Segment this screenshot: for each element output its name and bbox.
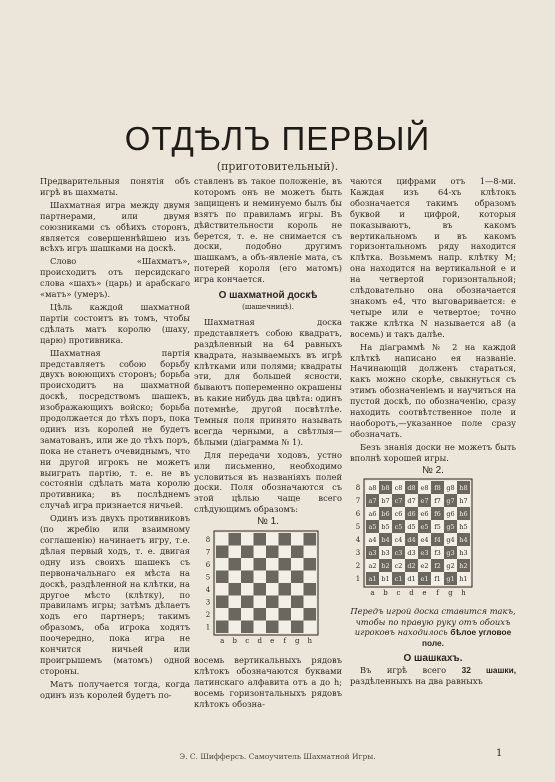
section-heading-pieces: О шашкахъ. [403,653,463,665]
paragraph: На діаграммѣ № 2 на каждой клѣткѣ написано ея названіе. Начинающій долженъ стараться, какъ можно скорѣе, свыкнуться съ этимъ обозначеніемъ и научиться на пустой доскѣ, по обозначенію, сразу находить соотвѣтственное поле и наоборотъ,—указанное поле сразу обозначать. [350,341,516,439]
page-title: ОТДѢЛЪ ПЕРВЫЙ [124,120,431,157]
board-square [266,596,279,609]
square-name: h1 [459,575,468,584]
square-name: g8 [446,484,455,493]
rank-label: 1 [355,575,361,584]
square-name: c7 [394,497,403,506]
square-name: a7 [368,497,377,506]
text: Въ игрѣ всего [360,665,447,676]
board-square [254,546,267,559]
file-label: a [220,637,225,646]
square-name: b6 [381,510,390,519]
board-square [291,596,304,609]
square-name: e4 [420,536,429,545]
square-name: f6 [434,510,441,519]
square-name: g3 [446,549,455,558]
diagram-1 [194,530,342,653]
board-square [291,583,304,596]
file-label: g [448,589,453,598]
board-square [266,583,279,596]
board-square [254,533,267,546]
file-label: d [409,589,414,598]
square-name: c1 [394,575,403,584]
square-name: a3 [368,549,377,558]
board-square [291,558,304,571]
rank-label: 6 [355,510,361,519]
square-name: f7 [434,497,441,506]
square-name: b7 [381,497,390,506]
rank-label: 8 [205,535,211,544]
paragraph: восемь вертикальныхъ рядовъ клѣтокъ обозначаются буквами латинскаго алфавита отъ a до h; восемь горизонтальныхъ рядовъ клѣтокъ обозна- [194,655,342,709]
board-square [254,583,267,596]
board-square [279,546,292,559]
board-square [266,558,279,571]
square-name: c4 [394,536,403,545]
square-name: c6 [394,510,403,519]
board-square [279,596,292,609]
board-square [254,621,267,634]
square-name: a6 [368,510,377,519]
board-square [229,546,242,559]
board-square [216,558,229,571]
board-square [279,621,292,634]
board-square [241,621,254,634]
board-square [216,533,229,546]
board-square [291,571,304,584]
diagram-2 [350,478,516,603]
rank-label: 4 [205,585,211,594]
file-label: c [245,637,250,646]
paragraph: Для передачи ходовъ, устно или письменно, необходимо условиться въ названіяхъ полей доски. Поля обозначаются съ этой цѣлью чаще всего слѣдующимъ образомъ: [194,449,342,515]
diagram-caption [350,606,516,648]
board-square [279,533,292,546]
square-name: b5 [381,523,390,532]
square-name: g1 [446,575,455,584]
page-footer: Э. С. Шифферсъ. Самоучитель Шахматной Игры. [179,752,376,761]
diagram-1-label: № 1. [257,516,279,528]
board-square [241,583,254,596]
file-label: c [396,589,401,598]
square-name: e6 [420,510,429,519]
board-square [279,583,292,596]
square-name: d2 [407,562,416,571]
square-name: c8 [394,484,403,493]
board-square [229,621,242,634]
file-label: g [295,637,300,646]
board-square [216,571,229,584]
section-heading-board: О шахматной доскѣ [218,290,318,302]
square-name: f5 [434,523,441,532]
column-2 [194,176,342,712]
board-square [241,546,254,559]
square-name: a1 [368,575,377,584]
square-name: e8 [420,484,429,493]
paragraph: Безъ знанія доски не можетъ быть вполнѣ хорошей игры. [350,441,516,463]
board-square [266,533,279,546]
text: раздѣленныхъ на два равныхъ [350,676,483,687]
caption-bold: бѣлое угловое поле. [422,627,512,648]
board-square [304,533,317,546]
paragraph [350,665,516,687]
board-square [254,596,267,609]
square-name: c5 [394,523,403,532]
square-name: c2 [394,562,403,571]
square-name: f1 [434,575,441,584]
paragraph: чаются цифрами отъ 1—8-ми. Каждая изъ 64-хъ клѣтокъ обозначается такимъ образомъ буквой и цифрой, которыя показываютъ, въ какомъ вертикальномъ и въ какомъ горизонтальномъ ряду находится клѣтка. Возьмемъ напр. клѣтку М; она находится на вертикальной e и на четвертой горизонтальной; слѣдовательно она обозначается знакомъ e4, что выговаривается: e четыре или e четвертое; точно также клѣтка N называется a8 (a восемь) и такъ далѣе. [350,176,516,339]
file-label: h [461,589,466,598]
square-name: d1 [407,575,416,584]
square-name: h6 [459,510,468,519]
board-square [216,546,229,559]
square-name: g5 [446,523,455,532]
square-name: d3 [407,549,416,558]
board-square [216,596,229,609]
board-square [291,546,304,559]
square-name: c3 [394,549,403,558]
board-square [254,571,267,584]
board-square [304,546,317,559]
paragraph: ставленъ въ такое положеніе, въ которомъ онъ не можетъ быть защищенъ и неминуемо былъ бы взятъ по правиламъ игры. Въ дѣйствительности король не берется, т. е. не снимается съ доски, подобно другимъ шашкамъ, а объ-явленіе мата, съ потерей короля (его матомъ) игра кончается. [194,176,342,285]
square-name: b4 [381,536,390,545]
board-square [304,621,317,634]
rank-label: 2 [205,610,211,619]
rank-label: 7 [205,548,211,557]
square-name: d8 [407,484,416,493]
square-name: g4 [446,536,455,545]
board-square [241,558,254,571]
paragraph: Слово «Шахматъ», происходитъ отъ персидскаго слова «шахъ» (царь) и арабскаго «матъ» (умеръ). [40,256,190,300]
board-square [229,571,242,584]
square-name: a2 [368,562,377,571]
caption-text: Передъ игрой доска ставится такъ, чтобы по правую руку отъ обоихъ игроковъ находилось [350,606,516,638]
square-name: d5 [407,523,416,532]
chessboard-1 [194,530,342,650]
board-square [304,558,317,571]
board-square [291,621,304,634]
board-square [254,558,267,571]
square-name: b3 [381,549,390,558]
square-name: f4 [434,536,441,545]
square-name: a4 [368,536,377,545]
chessboard-2 [350,478,516,600]
page-number: 1 [496,748,503,759]
section-subheading: (шашечницѣ). [242,302,294,311]
square-name: d4 [407,536,416,545]
square-name: d6 [407,510,416,519]
board-square [279,608,292,621]
square-name: g2 [446,562,455,571]
square-name: h7 [459,497,468,506]
rank-label: 1 [205,623,211,632]
paragraph: Матъ получается тогда, когда одинъ изъ королей будетъ по- [40,678,190,700]
square-name: b1 [381,575,390,584]
square-name: a8 [368,484,377,493]
board-square [229,533,242,546]
board-square [229,608,242,621]
board-square [304,608,317,621]
rank-label: 8 [355,484,361,493]
square-name: g7 [446,497,455,506]
square-name: h2 [459,562,468,571]
square-name: e5 [420,523,429,532]
board-square [279,571,292,584]
square-name: e1 [420,575,429,584]
rank-label: 2 [355,562,361,571]
board-square [266,608,279,621]
board-square [304,583,317,596]
rank-label: 7 [355,497,361,506]
page-subtitle: (приготовительный). [216,160,339,173]
square-name: b2 [381,562,390,571]
column-3 [350,176,516,689]
rank-label: 4 [355,536,361,545]
board-square [229,596,242,609]
square-name: f2 [434,562,441,571]
square-name: h4 [459,536,468,545]
rank-label: 6 [205,560,211,569]
paragraph: Шахматная партія представляетъ собою борьбу двухъ воюющихъ сторонъ; борьба происходитъ на шахматной доскѣ, посредствомъ шашекъ, изображающихъ войско; борьба продолжается до тѣхъ поръ, пока одинъ изъ королей не будетъ заматованъ, или же до тѣхъ поръ, пока не станетъ очевиднымъ, что ни другой игрокъ не можетъ выиграть партію, т. е. не въ состояніи сдѣлать мата королю противника; въ послѣднемъ случаѣ игра признается ничьей. [40,347,190,511]
file-label: b [232,637,237,646]
rank-label: 3 [205,598,211,607]
file-label: b [383,589,388,598]
file-label: e [270,637,275,646]
board-square [241,571,254,584]
square-name: g6 [446,510,455,519]
diagram-2-label: № 2. [422,464,444,476]
board-square [304,571,317,584]
square-name: h3 [459,549,468,558]
board-square [254,608,267,621]
square-name: d7 [407,497,416,506]
rank-label: 3 [355,549,361,558]
file-label: f [283,637,287,646]
column-1 [40,176,190,703]
board-square [304,596,317,609]
file-label: a [370,589,375,598]
board-square [216,621,229,634]
square-name: h8 [459,484,468,493]
paragraph: Предварительныя понятія объ игрѣ въ шахматы. [40,176,190,197]
square-name: b8 [381,484,390,493]
square-name: e3 [420,549,429,558]
board-square [216,608,229,621]
file-label: d [257,637,262,646]
square-name: h5 [459,523,468,532]
paragraph: Одинъ изъ двухъ противниковъ (по жребію или взаимному соглашенію) начинаетъ игру, т.е. дѣлая первый ходъ, т. е. двигая одну изъ своихъ шашекъ съ первоначальнаго ея мѣста на доскѣ, раздѣленной на клѣтки, на другое мѣсто (клѣтку), по правиламъ игры; затѣмъ дѣлаетъ ходъ его партнеръ; такимъ образомъ, оба игрока ходятъ поочередно, пока игра не кончится ничьей или проигрышемъ (матомъ) одной стороны. [40,513,190,676]
board-square [279,558,292,571]
board-square [266,571,279,584]
file-label: h [307,637,313,646]
file-label: f [436,589,439,598]
square-name: f3 [434,549,441,558]
board-square [266,621,279,634]
board-square [229,583,242,596]
text-bold: 32 шашки, [461,665,516,676]
square-name: e7 [420,497,429,506]
square-name: e2 [420,562,429,571]
board-square [229,558,242,571]
rank-label: 5 [205,573,211,582]
board-square [241,533,254,546]
board-square [241,596,254,609]
square-name: a5 [368,523,377,532]
board-square [216,583,229,596]
rank-label: 5 [355,523,361,532]
paragraph: Цѣль каждой шахматной партіи состоитъ въ томъ, чтобы сдѣлать матъ королю (шаху, царю) противника. [40,301,190,345]
board-square [241,608,254,621]
file-label: e [422,589,427,598]
paragraph: Шахматная доска представляетъ собою квадратъ, раздѣленный на 64 равныхъ квадрата, называемыхъ въ игрѣ клѣтками или полями; квадраты эти, для большей ясности, бываютъ попеременно окрашены въ какие нибудь два цвѣта: одинъ потемнѣе, другой посвѣтлѣе. Темныя поля принято называть всегда черными, а свѣтлыя—бѣлыми (діаграмма № 1). [194,316,342,447]
board-square [291,533,304,546]
board-square [266,546,279,559]
square-name: f8 [434,484,441,493]
board-square [291,608,304,621]
paragraph: Шахматная игра между двумя партнерами, или двумя союзниками съ обѣихъ сторонъ, является совершеннѣйшею изъ всѣхъ игръ шашками на доскѣ. [40,199,190,254]
